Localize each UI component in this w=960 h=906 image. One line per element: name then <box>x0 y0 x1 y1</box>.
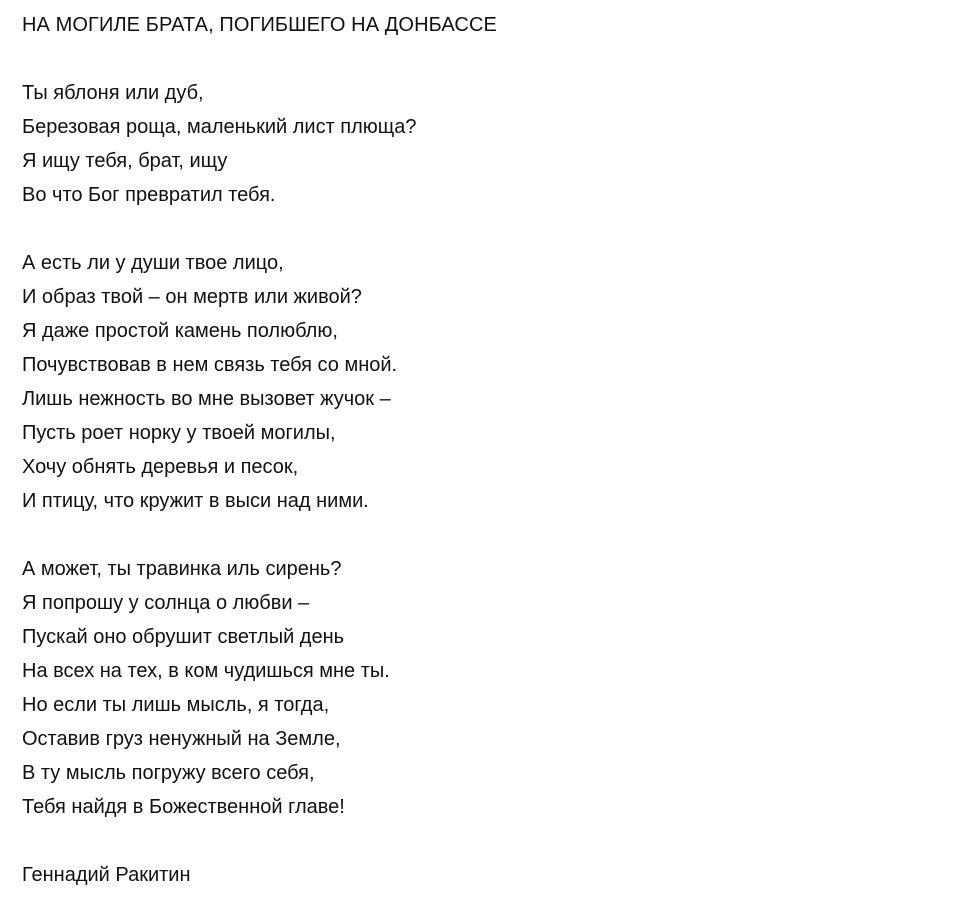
poem-line: Почувствовав в нем связь тебя со мной. <box>22 354 398 376</box>
poem-document <box>22 8 942 892</box>
poem-line: А есть ли у души твое лицо, <box>22 252 284 274</box>
poem-line: Во что Бог превратил тебя. <box>22 184 276 206</box>
stanza-spacer <box>22 518 942 552</box>
poem-line: А может, ты травинка иль сирень? <box>22 558 342 580</box>
stanza-3 <box>22 552 942 824</box>
poem-line: Пускай оно обрушит светлый день <box>22 626 345 648</box>
author-name: Геннадий Ракитин <box>22 864 191 886</box>
stanza-1 <box>22 76 942 212</box>
poem-line: Я даже простой камень полюблю, <box>22 320 338 342</box>
stanza-2 <box>22 246 942 518</box>
poem-title: НА МОГИЛЕ БРАТА, ПОГИБШЕГО НА ДОНБАССЕ <box>22 14 497 36</box>
stanza-spacer <box>22 42 942 76</box>
poem-line: Ты яблоня или дуб, <box>22 82 204 104</box>
poem-line: Хочу обнять деревья и песок, <box>22 456 299 478</box>
stanza-spacer <box>22 824 942 858</box>
poem-line: Березовая роща, маленький лист плюща? <box>22 116 417 138</box>
poem-line: Тебя найдя в Божественной главе! <box>22 796 345 818</box>
poem-line: На всех на тех, в ком чудишься мне ты. <box>22 660 390 682</box>
poem-line: Я ищу тебя, брат, ищу <box>22 150 228 172</box>
poem-line: Пусть роет норку у твоей могилы, <box>22 422 336 444</box>
poem-line: Но если ты лишь мысль, я тогда, <box>22 694 330 716</box>
poem-line: В ту мысль погружу всего себя, <box>22 762 315 784</box>
poem-line: И образ твой – он мертв или живой? <box>22 286 362 308</box>
poem-line: Лишь нежность во мне вызовет жучок – <box>22 388 391 410</box>
stanza-spacer <box>22 212 942 246</box>
poem-line: Оставив груз ненужный на Земле, <box>22 728 341 750</box>
poem-line: И птицу, что кружит в выси над ними. <box>22 490 369 512</box>
poem-line: Я попрошу у солнца о любви – <box>22 592 310 614</box>
